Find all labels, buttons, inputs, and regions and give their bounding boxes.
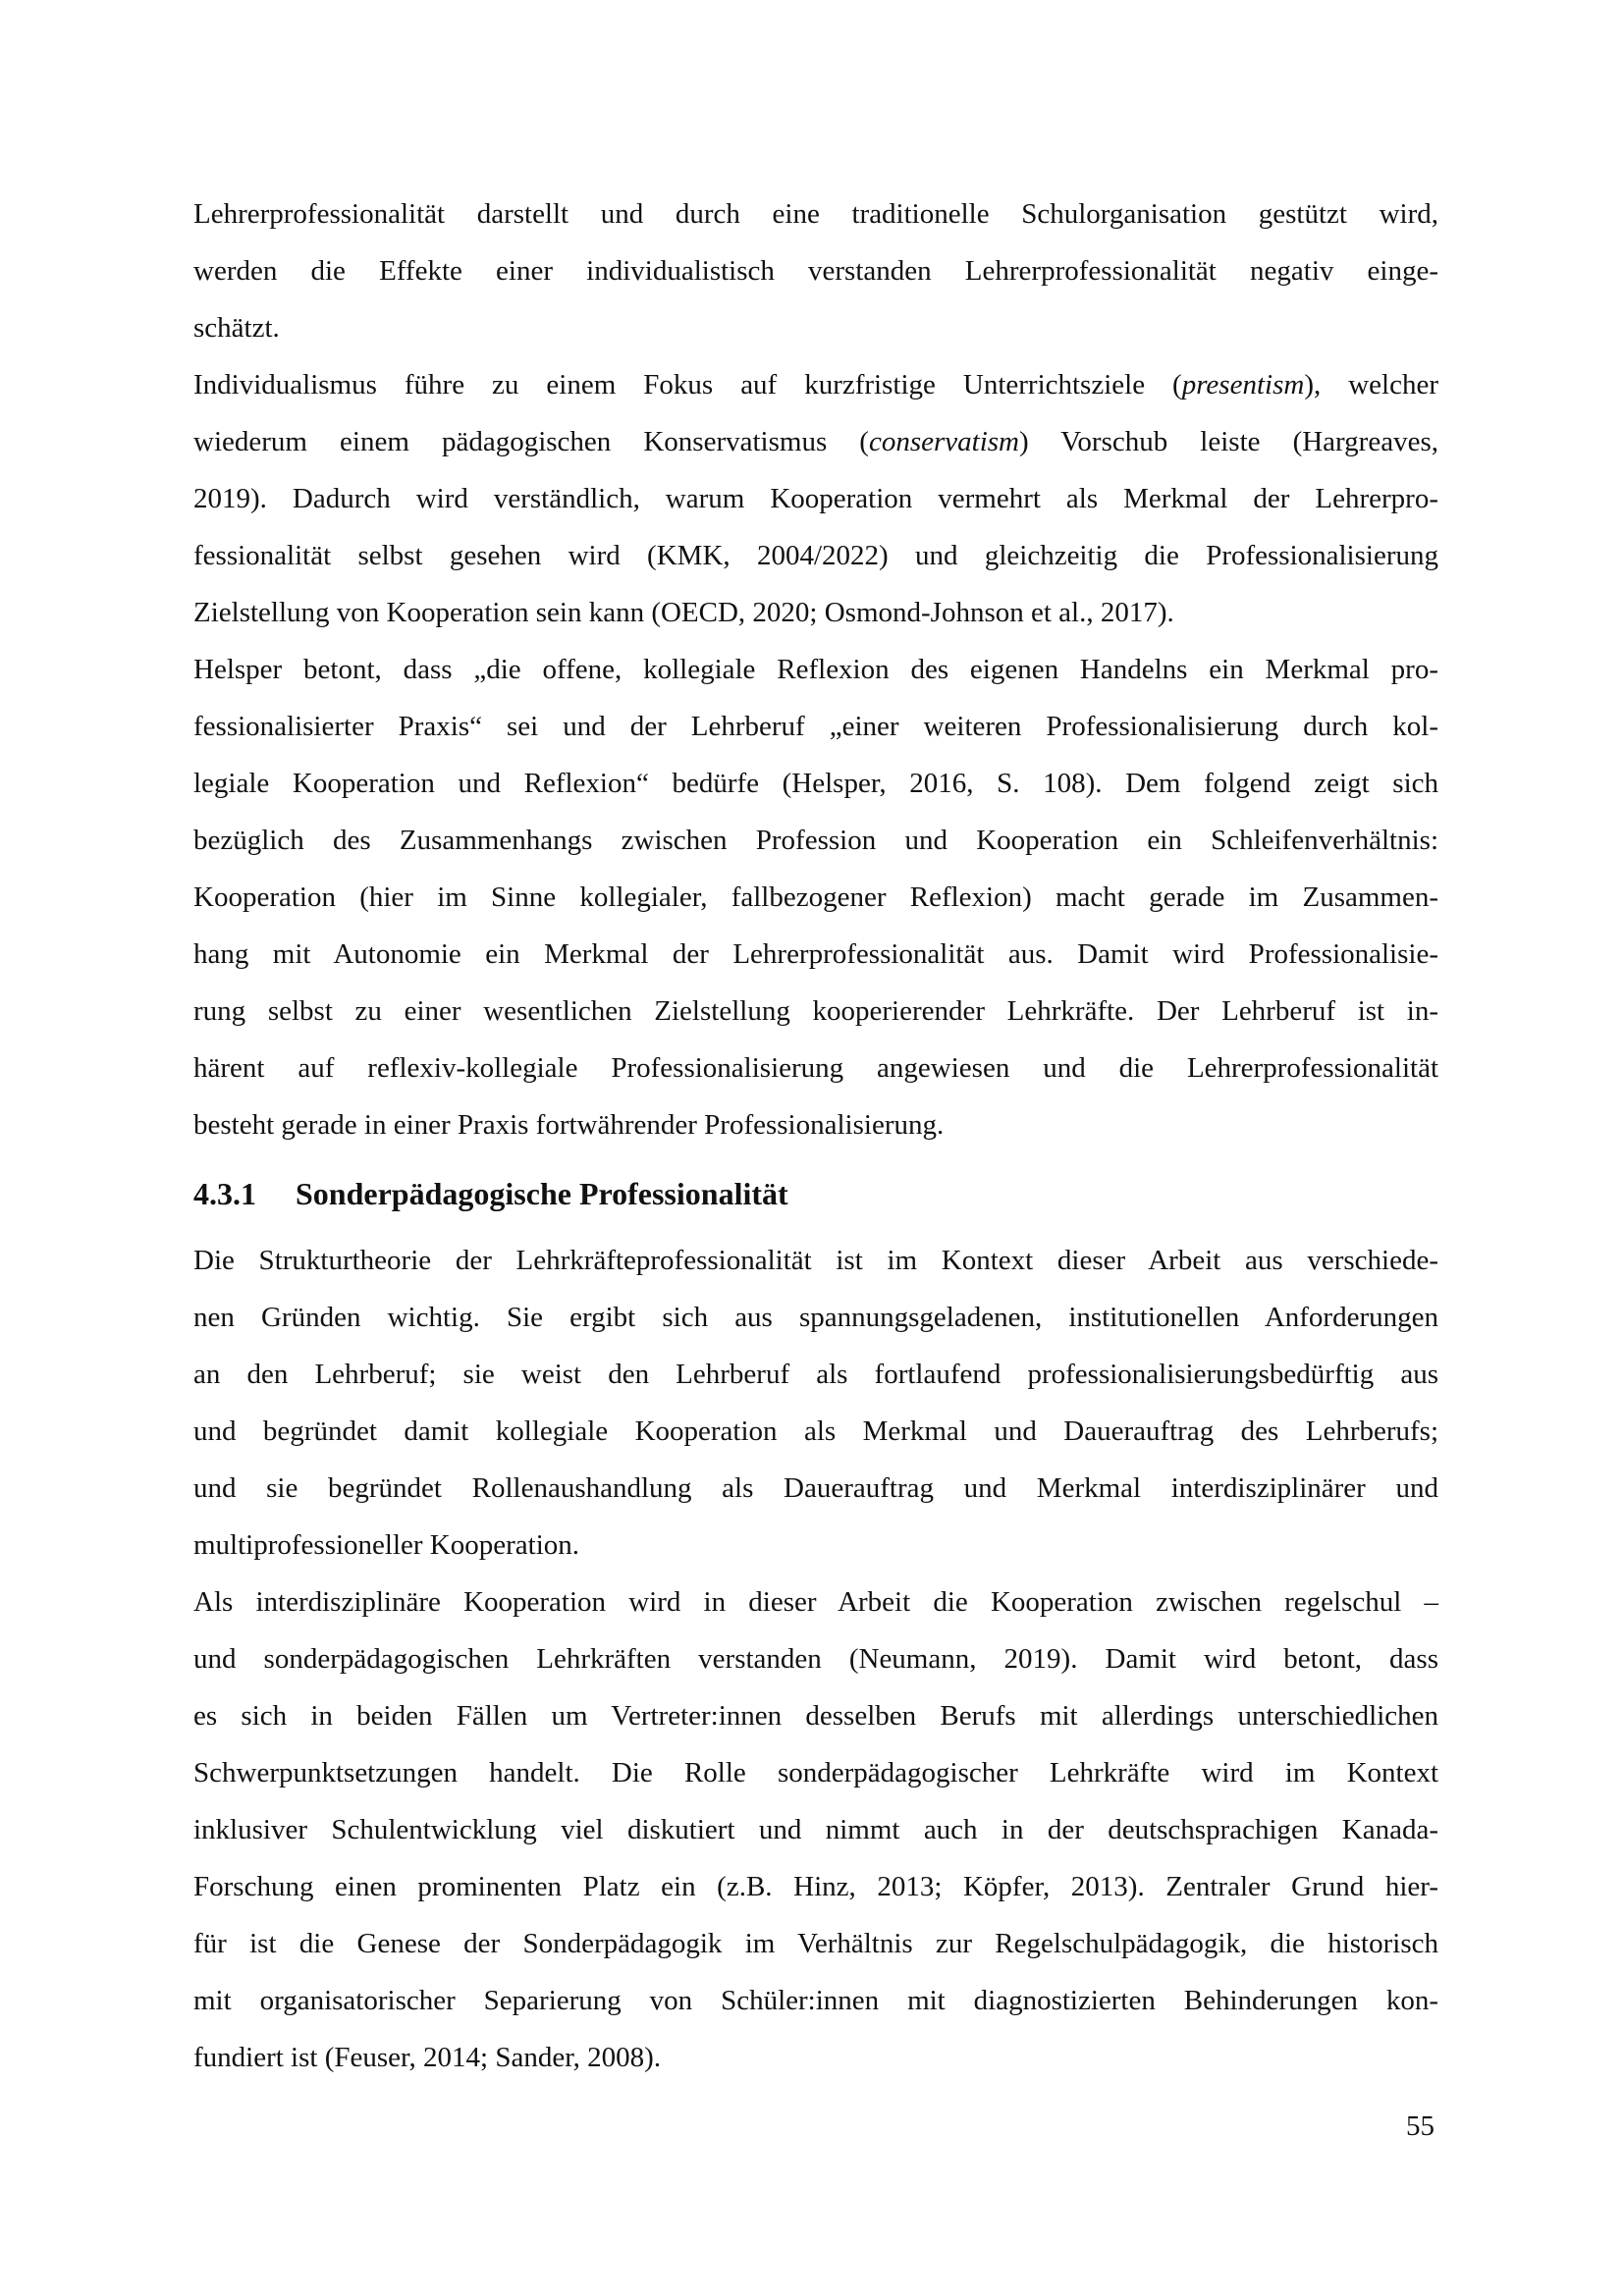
text-line: fessionalität selbst gesehen wird (KMK, 2004/2022) und gleichzeitig die Professionalisierung [193, 540, 1438, 571]
page-number: 55 [1406, 2110, 1435, 2142]
text-span: ), welcher [1304, 369, 1438, 400]
text-line: und sonderpädagogischen Lehrkräften verstanden (Neumann, 2019). Damit wird betont, dass [193, 1643, 1438, 1675]
text-span: Individualismus führe zu einem Fokus auf kurzfristige Unterrichtsziele ( [193, 369, 1182, 400]
text-line: mit organisatorischer Separierung von Schüler:innen mit diagnostizierten Behinderungen kon- [193, 1985, 1438, 2016]
text-line: bezüglich des Zusammenhangs zwischen Profession und Kooperation ein Schleifenverhältnis: [193, 825, 1438, 856]
text-span: wiederum einem pädagogischen Konservatismus ( [193, 426, 869, 457]
text-line: inklusiver Schulentwicklung viel diskutiert und nimmt auch in der deutschsprachigen Kanada- [193, 1814, 1438, 1845]
text-line [193, 367, 1438, 402]
text-line [193, 424, 1438, 459]
text-line: Forschung einen prominenten Platz ein (z.B. Hinz, 2013; Köpfer, 2013). Zentraler Grund hier- [193, 1871, 1438, 1902]
text-line: es sich in beiden Fällen um Vertreter:innen desselben Berufs mit allerdings unterschiedlichen [193, 1700, 1438, 1732]
text-line: 2019). Dadurch wird verständlich, warum Kooperation vermehrt als Merkmal der Lehrerpro- [193, 483, 1438, 514]
text-line: an den Lehrberuf; sie weist den Lehrberuf als fortlaufend professionalisierungsbedürftig aus [193, 1359, 1438, 1390]
text-line: und begründet damit kollegiale Kooperation als Merkmal und Dauerauftrag des Lehrberufs; [193, 1415, 1438, 1447]
text-span: ) Vorschub leiste (Hargreaves, [1019, 426, 1438, 457]
text-line: schätzt. [193, 312, 280, 344]
section-number: 4.3.1 [193, 1176, 256, 1211]
text-line: für ist die Genese der Sonderpädagogik im Verhältnis zur Regelschulpädagogik, die historisch [193, 1928, 1438, 1959]
italic-term: conservatism [868, 426, 1019, 457]
text-line: Zielstellung von Kooperation sein kann (OECD, 2020; Osmond-Johnson et al., 2017). [193, 597, 1174, 628]
text-line: hang mit Autonomie ein Merkmal der Lehrerprofessionalität aus. Damit wird Professionalisie- [193, 938, 1438, 970]
text-line: fessionalisierter Praxis“ sei und der Lehrberuf „einer weiteren Professionalisierung durch kol- [193, 711, 1438, 742]
section-heading [193, 1176, 788, 1212]
text-line: Schwerpunktsetzungen handelt. Die Rolle sonderpädagogischer Lehrkräfte wird im Kontext [193, 1757, 1438, 1789]
text-line: Lehrerprofessionalität darstellt und durch eine traditionelle Schulorganisation gestützt wird, [193, 198, 1438, 230]
text-line: besteht gerade in einer Praxis fortwährender Professionalisierung. [193, 1109, 945, 1141]
text-line: werden die Effekte einer individualistisch verstanden Lehrerprofessionalität negativ einge- [193, 255, 1438, 287]
text-line: nen Gründen wichtig. Sie ergibt sich aus spannungsgeladenen, institutionellen Anforderungen [193, 1302, 1438, 1333]
italic-term: presentism [1181, 369, 1305, 400]
text-line: härent auf reflexiv-kollegiale Professionalisierung angewiesen und die Lehrerprofessionalität [193, 1052, 1438, 1084]
text-line: Helsper betont, dass „die offene, kollegiale Reflexion des eigenen Handelns ein Merkmal pro- [193, 654, 1438, 685]
text-line: multiprofessioneller Kooperation. [193, 1529, 580, 1561]
section-title: Sonderpädagogische Professionalität [296, 1176, 788, 1211]
text-line: und sie begründet Rollenaushandlung als Dauerauftrag und Merkmal interdisziplinärer und [193, 1472, 1438, 1504]
text-line: Kooperation (hier im Sinne kollegialer, fallbezogener Reflexion) macht gerade im Zusammen- [193, 881, 1438, 913]
text-line: Als interdisziplinäre Kooperation wird in dieser Arbeit die Kooperation zwischen regelschul – [193, 1586, 1438, 1618]
text-line: Die Strukturtheorie der Lehrkräfteprofessionalität ist im Kontext dieser Arbeit aus verschiede- [193, 1245, 1438, 1276]
text-line: rung selbst zu einer wesentlichen Zielstellung kooperierender Lehrkräfte. Der Lehrberuf ist in- [193, 995, 1438, 1027]
text-line: fundiert ist (Feuser, 2014; Sander, 2008). [193, 2042, 662, 2073]
text-line: legiale Kooperation und Reflexion“ bedürfe (Helsper, 2016, S. 108). Dem folgend zeigt sich [193, 768, 1438, 799]
